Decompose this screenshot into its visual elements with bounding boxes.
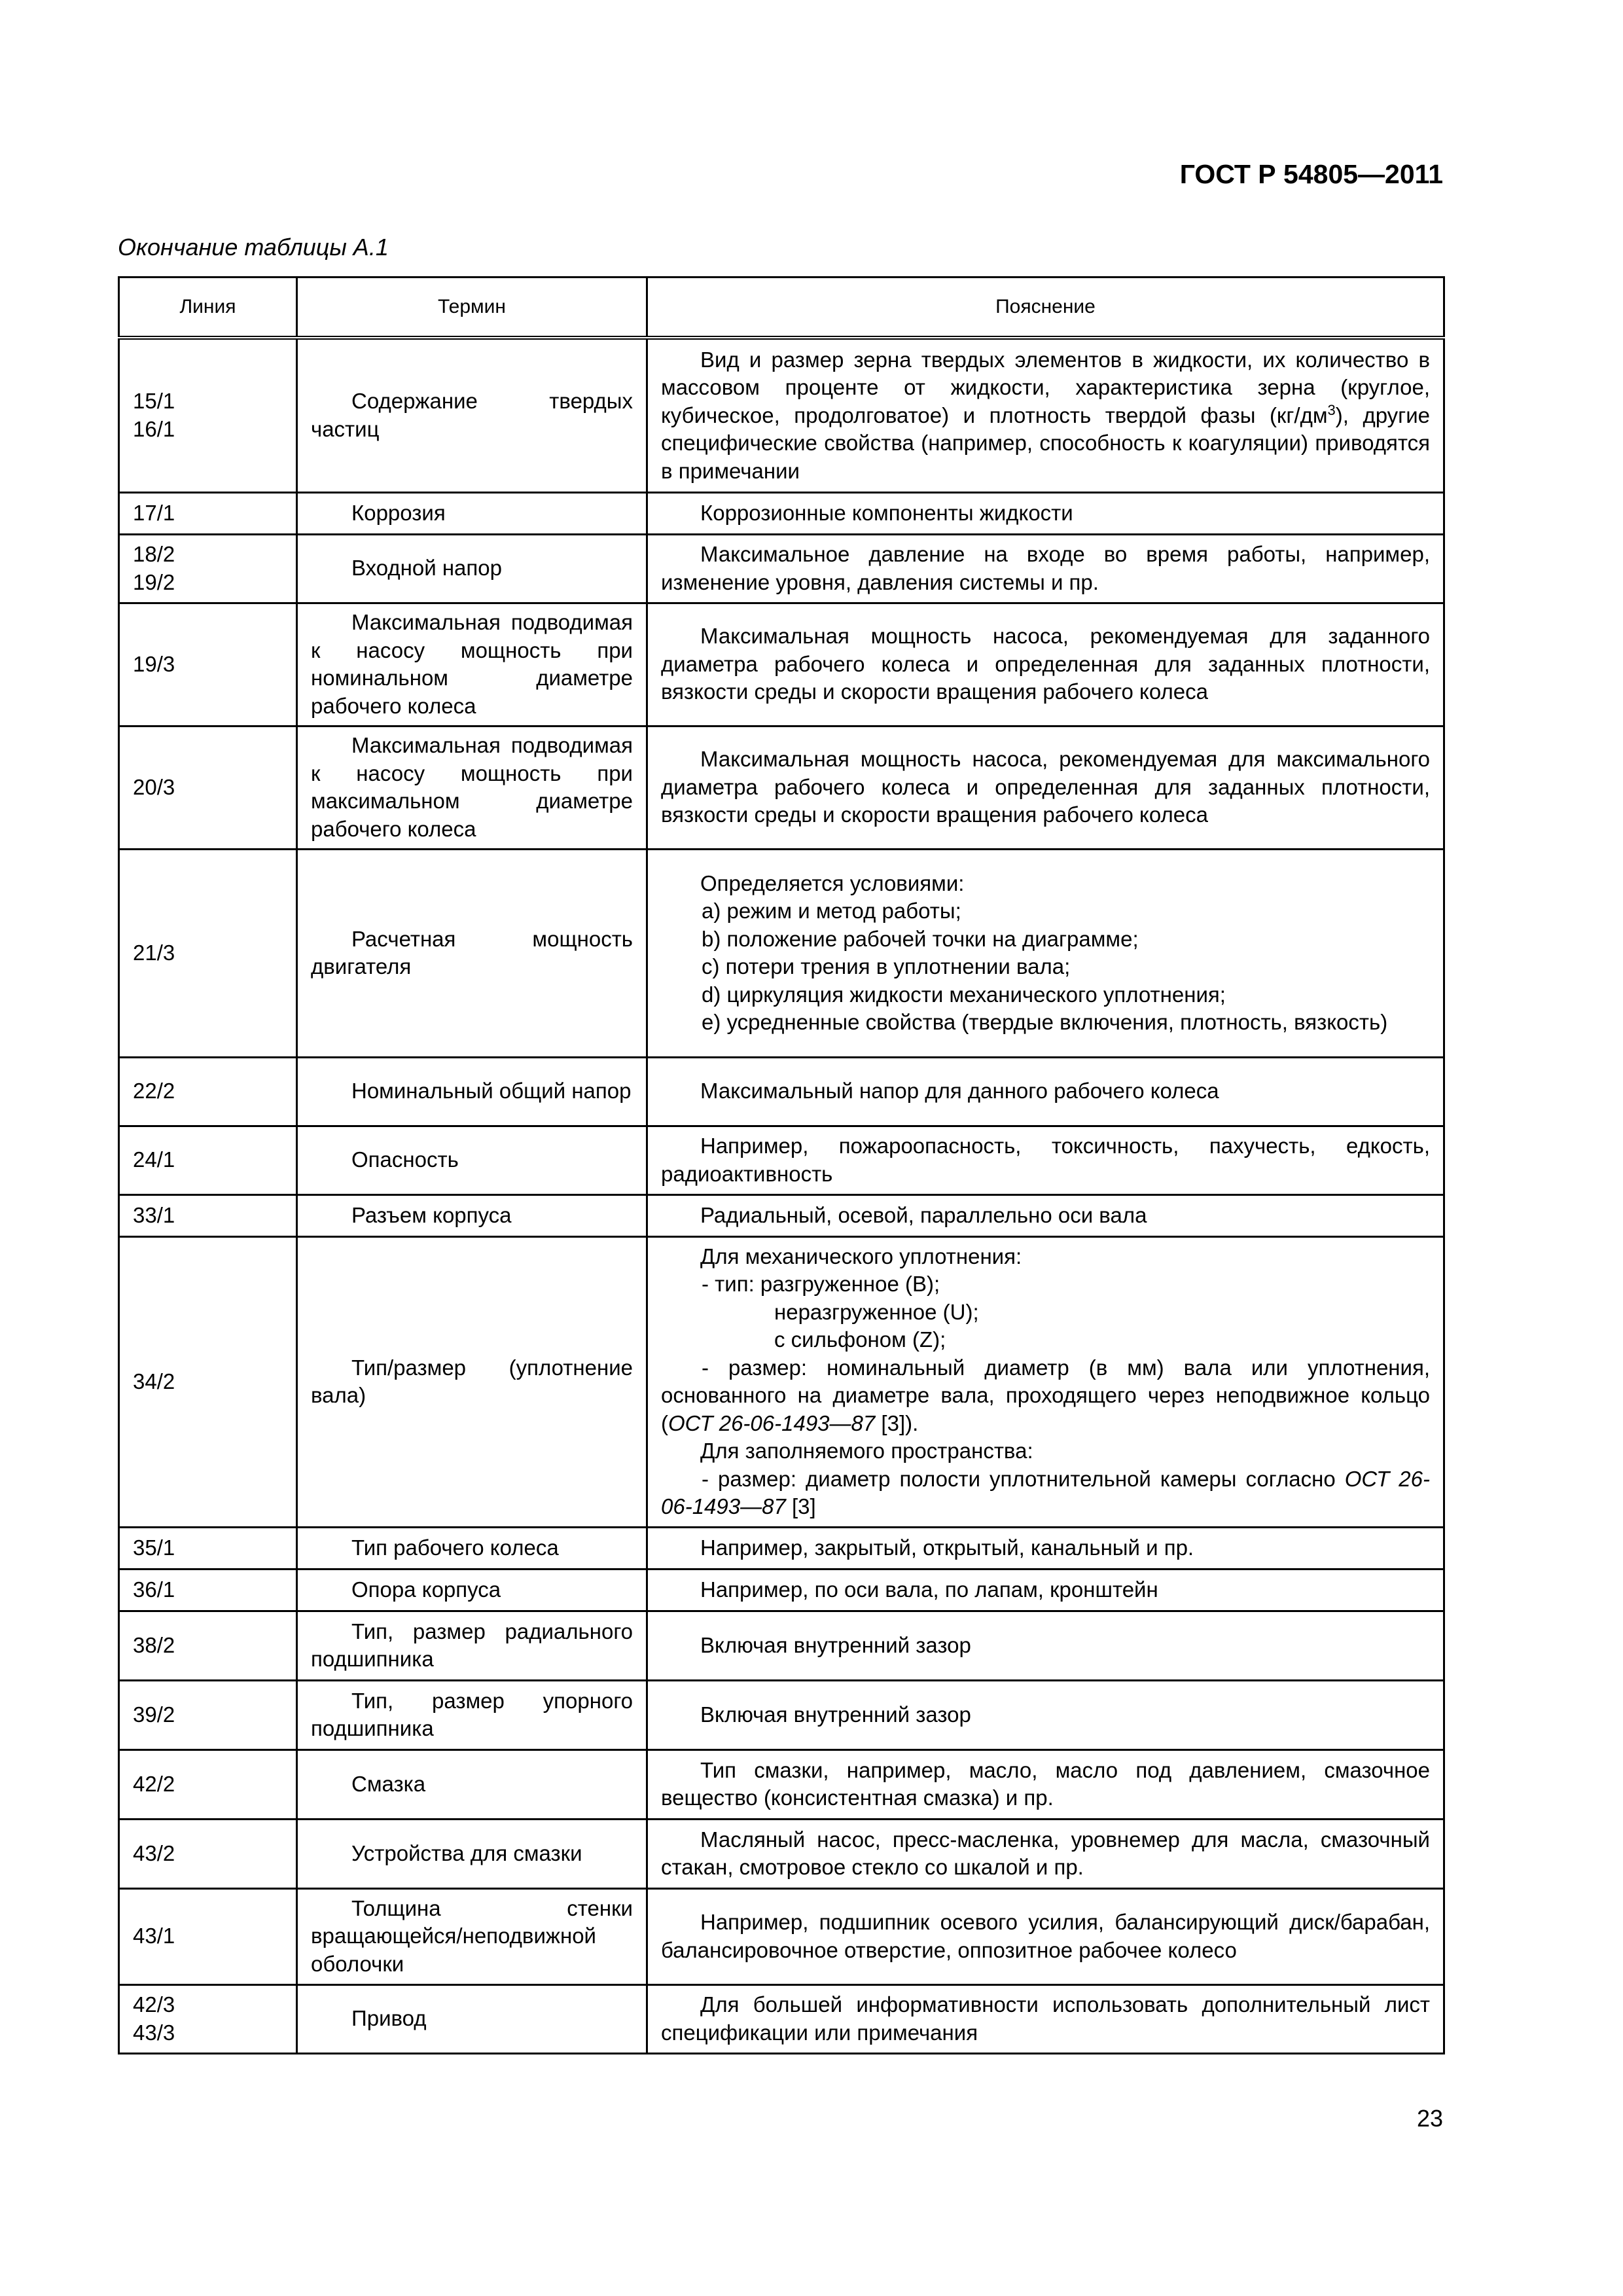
note-text: Максимальная мощность насоса, рекомендуемая для максимального диаметра рабочего колеса и определенная для заданных плотности, вязкости среды и скорости вращения рабочего колеса <box>661 747 1430 827</box>
note-text-post: ), другие специфические свойства (например, способность к коагуляции) приводятся в примечании <box>661 403 1431 483</box>
term-text: Коррозия <box>351 500 446 525</box>
note-cell <box>647 1984 1444 2053</box>
list-item: b) положение рабочей точки на диаграмме; <box>702 926 1139 951</box>
column-header-line: Линия <box>119 278 297 338</box>
note-text: Радиальный, осевой, параллельно оси вала <box>700 1202 1147 1227</box>
line-cell <box>119 1611 297 1680</box>
line-number: 38/2 <box>133 1632 175 1657</box>
term-text: Тип, размер упорного подшипника <box>311 1688 633 1740</box>
term-cell <box>297 1888 647 1984</box>
table-row <box>119 1984 1444 2053</box>
note-intro: Определяется условиями: <box>700 870 965 895</box>
term-text: Расчетная мощность двигателя <box>311 926 633 978</box>
note-cell <box>647 1527 1444 1569</box>
line-number: 15/1 <box>133 389 175 414</box>
term-cell <box>297 492 647 534</box>
term-cell <box>297 1611 647 1680</box>
line-cell <box>119 1680 297 1749</box>
line-cell <box>119 603 297 726</box>
note-cell <box>647 849 1444 1057</box>
note-cell <box>647 1611 1444 1680</box>
line-number: 22/2 <box>133 1079 175 1103</box>
column-header-note: Пояснение <box>647 278 1444 338</box>
line-number: 33/1 <box>133 1202 175 1227</box>
line-number: 43/3 <box>133 2020 175 2045</box>
table-row <box>119 1236 1444 1527</box>
table-caption: Окончание таблицы А.1 <box>118 234 389 260</box>
superscript: 3 <box>1327 401 1336 418</box>
reference-tail: [3] <box>785 1494 816 1518</box>
spec-table <box>118 276 1445 2054</box>
line-cell <box>119 1749 297 1819</box>
note-cell <box>647 1819 1444 1888</box>
table-row <box>119 603 1444 726</box>
line-number: 39/2 <box>133 1702 175 1727</box>
table-header-row <box>119 278 1444 338</box>
fill-size-text: - размер: диаметр полости уплотнительной камеры согласно <box>702 1466 1345 1491</box>
line-cell <box>119 849 297 1057</box>
note-cell <box>647 1057 1444 1126</box>
note-cell <box>647 338 1444 492</box>
table-row <box>119 1611 1444 1680</box>
term-cell <box>297 1194 647 1236</box>
term-text: Привод <box>351 2006 427 2031</box>
line-number: 43/2 <box>133 1840 175 1865</box>
note-cell <box>647 492 1444 534</box>
term-text: Тип, размер радиального подшипника <box>311 1619 633 1671</box>
term-cell <box>297 1057 647 1126</box>
line-cell <box>119 492 297 534</box>
reference-tail: [3]). <box>875 1410 919 1435</box>
term-cell <box>297 726 647 849</box>
seal-size-text: - размер: номинальный диаметр (в мм) вала или уплотнения, основанного на диаметре вала, проходящего через неподвижное кольцо ( <box>661 1355 1430 1435</box>
column-header-term: Термин <box>297 278 647 338</box>
line-cell <box>119 1888 297 1984</box>
line-cell <box>119 1194 297 1236</box>
line-cell <box>119 726 297 849</box>
line-cell <box>119 1527 297 1569</box>
term-text: Смазка <box>351 1771 426 1796</box>
line-number: 36/1 <box>133 1577 175 1602</box>
line-number: 20/3 <box>133 774 175 799</box>
note-text <box>661 346 1430 486</box>
line-number: 43/1 <box>133 1924 175 1948</box>
note-text-pre: Вид и размер зерна твердых элементов в жидкости, их количество в массовом проценте от жидкости, характеристика зерна (круглое, кубическое, продолговатое) и плотность твердой фазы (кг/дм <box>661 347 1430 427</box>
note-text: Масляный насос, пресс-масленка, уровнемер для масла, смазочный стакан, смотровое стекло со шкалой и пр. <box>661 1827 1430 1879</box>
standard-reference: ОСТ 26-06-1493—87 <box>668 1410 876 1435</box>
fill-size-line <box>661 1465 1430 1521</box>
term-text: Максимальная подводимая к насосу мощность при номинальном диаметре рабочего колеса <box>311 610 633 718</box>
note-text: Коррозионные компоненты жидкости <box>700 500 1073 525</box>
line-cell <box>119 1126 297 1194</box>
list-item: e) усредненные свойства (твердые включения, плотность, вязкость) <box>702 1010 1388 1034</box>
term-text: Устройства для смазки <box>351 1840 582 1865</box>
term-cell <box>297 603 647 726</box>
table-row <box>119 1057 1444 1126</box>
fill-space-title: Для заполняемого пространства: <box>700 1439 1033 1463</box>
note-cell <box>647 1126 1444 1194</box>
term-text: Номинальный общий напор <box>351 1079 632 1103</box>
term-cell <box>297 534 647 603</box>
term-text: Толщина стенки вращающейся/неподвижной оболочки <box>311 1895 633 1976</box>
table-row <box>119 1749 1444 1819</box>
line-cell <box>119 1819 297 1888</box>
table-row <box>119 726 1444 849</box>
list-item: a) режим и метод работы; <box>702 899 961 923</box>
line-number: 35/1 <box>133 1535 175 1560</box>
line-number: 42/2 <box>133 1771 175 1796</box>
line-number: 19/2 <box>133 569 175 594</box>
line-cell <box>119 1569 297 1611</box>
line-number: 24/1 <box>133 1147 175 1172</box>
line-cell <box>119 534 297 603</box>
table-row <box>119 1527 1444 1569</box>
line-number: 17/1 <box>133 500 175 525</box>
table-row <box>119 1819 1444 1888</box>
line-number: 16/1 <box>133 416 175 441</box>
seal-type-alt: с сильфоном (Z); <box>774 1327 946 1352</box>
line-number: 34/2 <box>133 1369 175 1393</box>
table-row <box>119 1680 1444 1749</box>
term-cell <box>297 849 647 1057</box>
term-cell <box>297 1126 647 1194</box>
line-cell <box>119 1984 297 2053</box>
term-cell <box>297 1569 647 1611</box>
table-row <box>119 1126 1444 1194</box>
term-cell <box>297 1749 647 1819</box>
table-row <box>119 492 1444 534</box>
line-cell <box>119 338 297 492</box>
term-text: Содержание твердых частиц <box>311 389 633 441</box>
line-number: 21/3 <box>133 940 175 965</box>
term-text: Тип рабочего колеса <box>351 1535 559 1560</box>
term-cell <box>297 338 647 492</box>
spec-table-container <box>118 276 1443 2054</box>
note-text: Для большей информативности использовать дополнительный лист спецификации или примечания <box>661 1992 1430 2045</box>
note-text: Например, закрытый, открытый, канальный и пр. <box>700 1535 1194 1560</box>
seal-type-line: - тип: разгруженное (B); <box>702 1272 940 1296</box>
page-number: 23 <box>1416 2105 1443 2132</box>
note-text: Например, по оси вала, по лапам, кронштейн <box>700 1577 1158 1602</box>
line-number: 18/2 <box>133 542 175 566</box>
list-item: d) циркуляция жидкости механического уплотнения; <box>702 982 1226 1007</box>
term-text: Опасность <box>351 1147 459 1172</box>
note-text: Например, подшипник осевого усилия, балансирующий диск/барабан, балансировочное отверстие, оппозитное рабочее колесо <box>661 1910 1430 1962</box>
term-text: Тип/размер (уплотнение вала) <box>311 1355 633 1407</box>
line-number: 42/3 <box>133 1992 175 2017</box>
note-cell <box>647 603 1444 726</box>
term-cell <box>297 1984 647 2053</box>
table-row <box>119 1569 1444 1611</box>
table-row <box>119 1888 1444 1984</box>
note-text: Тип смазки, например, масло, масло под давлением, смазочное вещество (консистентная смазка) и пр. <box>661 1757 1430 1810</box>
note-text: Максимальное давление на входе во время работы, например, изменение уровня, давления системы и пр. <box>661 542 1430 594</box>
term-text: Опора корпуса <box>351 1577 501 1602</box>
table-row <box>119 1194 1444 1236</box>
table-row <box>119 534 1444 603</box>
note-text: Включая внутренний зазор <box>700 1632 971 1657</box>
table-row <box>119 849 1444 1057</box>
list-item: c) потери трения в уплотнении вала; <box>702 954 1071 978</box>
term-text: Максимальная подводимая к насосу мощность при максимальном диаметре рабочего колеса <box>311 733 633 841</box>
standard-reference: ОСТ 26-06-1493—87 <box>661 1466 1430 1518</box>
line-cell <box>119 1057 297 1126</box>
term-cell <box>297 1236 647 1527</box>
note-cell <box>647 534 1444 603</box>
note-cell <box>647 1236 1444 1527</box>
note-cell <box>647 1888 1444 1984</box>
note-text: Включая внутренний зазор <box>700 1702 971 1727</box>
note-text: Например, пожароопасность, токсичность, пахучесть, едкость, радиоактивность <box>661 1134 1430 1186</box>
line-number: 19/3 <box>133 651 175 676</box>
note-cell <box>647 726 1444 849</box>
note-cell <box>647 1569 1444 1611</box>
note-cell <box>647 1749 1444 1819</box>
mech-seal-title: Для механического уплотнения: <box>700 1244 1022 1268</box>
note-cell <box>647 1680 1444 1749</box>
term-cell <box>297 1527 647 1569</box>
seal-type-alt: неразгруженное (U); <box>774 1299 979 1324</box>
note-text: Максимальная мощность насоса, рекомендуемая для заданного диаметра рабочего колеса и определенная для заданных плотности, вязкости среды и скорости вращения рабочего колеса <box>661 624 1430 704</box>
document-code: ГОСТ Р 54805—2011 <box>1179 159 1443 189</box>
line-cell <box>119 1236 297 1527</box>
table-row <box>119 338 1444 492</box>
note-cell <box>647 1194 1444 1236</box>
term-cell <box>297 1819 647 1888</box>
seal-size-line <box>661 1354 1430 1438</box>
term-text: Разъем корпуса <box>351 1202 512 1227</box>
term-cell <box>297 1680 647 1749</box>
note-text: Максимальный напор для данного рабочего колеса <box>700 1079 1219 1103</box>
term-text: Входной напор <box>351 556 502 581</box>
